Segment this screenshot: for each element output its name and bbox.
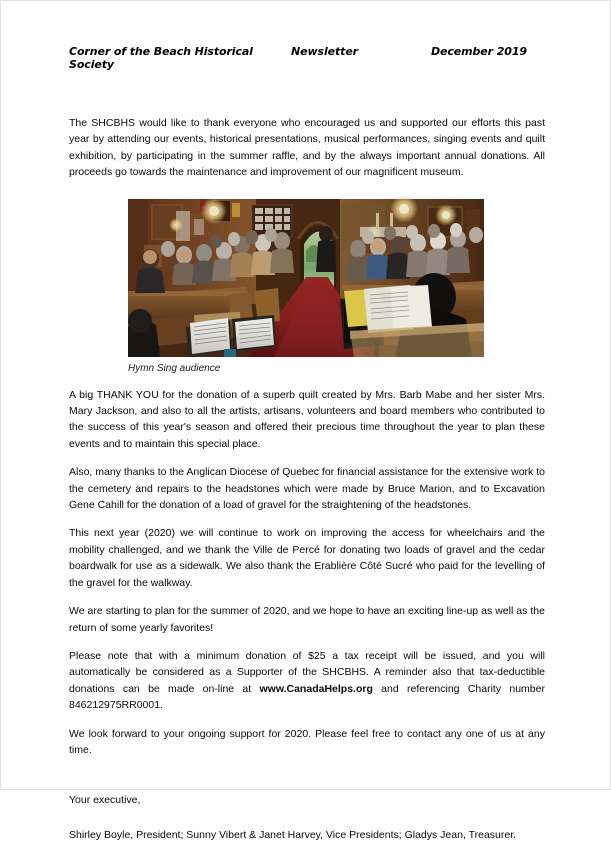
header-date: December 2019	[431, 45, 527, 58]
signature-block	[69, 792, 545, 843]
document-header	[69, 1, 545, 71]
paragraph-thank-you-quilt: A big THANK YOU for the donation of a superb quilt created by Mrs. Barb Mabe and her sister Mrs. Mary Jackson, and also to all the artists, artisans, volunteers and board members who contributed to the success of this year's season and offered their precious time throughout the year to plan these events and to maintain this special place.	[69, 388, 545, 450]
photo-figure	[128, 199, 484, 374]
signature-closing: Your executive,	[69, 794, 141, 807]
signature-executives: Shirley Boyle, President; Sunny Vibert & Janet Harvey, Vice Presidents; Gladys Jean, Treasurer.	[69, 828, 517, 841]
paragraph-donations	[69, 648, 545, 714]
paragraph-summer-plans: We are starting to plan for the summer of 2020, and we hope to have an exciting line-up as well as the return of some yearly favorites!	[69, 605, 545, 634]
paragraph-diocese-thanks: Also, many thanks to the Anglican Diocese of Quebec for financial assistance for the extensive work to the cemetery and repairs to the headstones which were made by Bruce Marion, and to Excavation Gene Cahill for the donation of a load of gravel for the straightening of the headstones.	[69, 466, 545, 512]
paragraph-intro: The SHCBHS would like to thank everyone who encouraged us and supported our efforts this past year by attending our events, historical presentations, musical performances, singing events and quilt exhibition, by participating in the summer raffle, and by the always important annual donations. All proceeds go towards the maintenance and improvement of our magnificent museum.	[69, 117, 545, 179]
hymn-sing-photo	[128, 199, 484, 357]
paragraph-closing-support: We look forward to your ongoing support for 2020. Please feel free to contact any one of us at any time.	[69, 727, 545, 756]
donation-text-lead: Please note that with a minimum donation of $25 a tax receipt will be issued, and you will automatically be considered as a Supporter of the SHCBHS. A reminder also that tax-deductible donations can be made on-line at	[69, 649, 545, 695]
donation-text-tail: and referencing Charity number 846212975RR0001.	[69, 682, 545, 712]
page-content	[69, 1, 545, 843]
paragraph-accessibility-plans: This next year (2020) we will continue to work on improving the access for wheelchairs and the mobility challenged, and we thank the Ville de Percé for donating two loads of gravel and the cedar boardwalk for use as a sidewalk. We also thank the Erablière Côté Sucré who paid for the levelling of the gravel for the walkway.	[69, 527, 545, 589]
photo-caption: Hymn Sing audience	[128, 362, 221, 374]
canadahelps-link[interactable]: www.CanadaHelps.org	[259, 682, 373, 695]
header-document-type: Newsletter	[291, 45, 359, 58]
header-society-name: Corner of the Beach Historical Society	[69, 45, 253, 71]
